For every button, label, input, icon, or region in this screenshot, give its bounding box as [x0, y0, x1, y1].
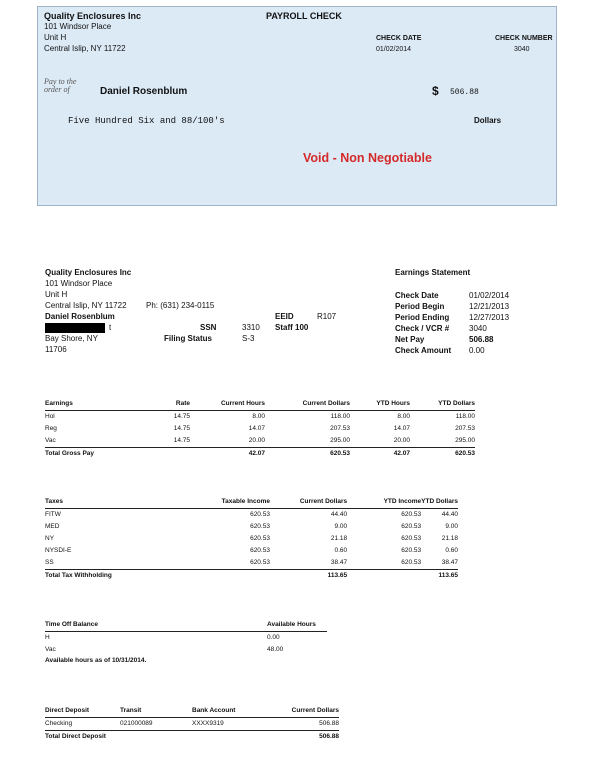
summary-value: 3040	[469, 324, 487, 333]
column-header: Current Dollars	[265, 398, 350, 411]
column-header: Earnings	[45, 398, 140, 411]
stub-address-line: 101 Windsor Place	[45, 279, 113, 288]
total-row	[45, 731, 339, 744]
column-header: YTD Income	[347, 496, 421, 509]
table-cell: 620.53	[250, 535, 270, 542]
column-header: Direct Deposit	[45, 705, 120, 718]
table-cell: 21.18	[330, 535, 348, 542]
table-row	[45, 509, 458, 522]
earnings-statement-title: Earnings Statement	[395, 268, 471, 277]
dollars-label: Dollars	[474, 116, 502, 125]
eeid-value: R107	[317, 312, 337, 321]
table-cell: 620.53	[250, 547, 270, 554]
column-header: Rate	[140, 398, 190, 411]
order-of-label: order of	[44, 85, 70, 94]
table-cell	[120, 731, 192, 744]
table-cell: Total Tax Withholding	[45, 570, 188, 583]
table-cell: 8.00	[252, 413, 265, 420]
table-cell: Total Gross Pay	[45, 448, 140, 461]
summary-value: 12/21/2013	[469, 302, 510, 311]
table-cell: 506.88	[282, 731, 339, 744]
column-header: Current Dollars	[270, 496, 347, 509]
table-cell: 295.00	[330, 437, 350, 444]
header-row	[45, 398, 475, 411]
table-cell: Vac	[45, 437, 56, 444]
table-row	[45, 423, 475, 435]
stub-address-line: Central Islip, NY 11722	[45, 301, 127, 310]
table-cell	[188, 570, 270, 583]
stub-phone: Ph: (631) 234-0115	[146, 301, 215, 310]
payee-name: Daniel Rosenblum	[100, 86, 188, 97]
table-cell: 620.53	[265, 448, 350, 461]
table-row	[45, 644, 327, 656]
column-header: Available Hours	[267, 619, 327, 632]
table-cell: 44.40	[330, 511, 348, 518]
table-cell: 113.65	[421, 570, 458, 583]
table-cell: 20.00	[393, 437, 410, 444]
staff-label: Staff 100	[275, 323, 309, 332]
table-cell: 38.47	[330, 559, 348, 566]
table-cell: 48.00	[267, 646, 284, 653]
check-address-line: Unit H	[44, 33, 67, 42]
table-cell: 44.40	[441, 511, 458, 518]
table-cell: 0.00	[267, 634, 280, 641]
employee-city: Bay Shore, NY	[45, 334, 98, 343]
table-cell: H	[45, 634, 50, 641]
check-number-label: CHECK NUMBER	[495, 35, 553, 42]
pay-to-label: Pay to the	[44, 77, 77, 86]
table-row	[45, 533, 458, 545]
table-cell: FITW	[45, 511, 61, 518]
column-header: Current Hours	[190, 398, 265, 411]
time-off-table	[45, 619, 327, 656]
table-cell: 0.60	[445, 547, 458, 554]
dollar-sign: $	[432, 84, 439, 98]
table-cell: 620.53	[250, 559, 270, 566]
stub-address-line: Unit H	[45, 290, 68, 299]
stub-company-name: Quality Enclosures Inc	[45, 268, 132, 277]
summary-value: 12/27/2013	[469, 313, 510, 322]
table-cell: 14.07	[393, 425, 410, 432]
total-row	[45, 448, 475, 461]
direct-deposit-table	[45, 705, 339, 743]
summary-label: Net Pay	[395, 335, 425, 344]
time-off-note: Available hours as of 10/31/2014.	[45, 657, 147, 664]
summary-value: 506.88	[469, 335, 494, 344]
table-cell: 620.53	[410, 448, 475, 461]
table-cell: Hol	[45, 413, 55, 420]
column-header: YTD Hours	[350, 398, 410, 411]
header-row	[45, 705, 339, 718]
filing-status-value: S-3	[242, 334, 255, 343]
table-cell: 620.53	[250, 523, 270, 530]
table-cell: 9.00	[445, 523, 458, 530]
employee-address-suffix: t	[109, 323, 112, 332]
column-header: Time Off Balance	[45, 619, 267, 632]
summary-label: Period Ending	[395, 313, 450, 322]
table-row	[45, 718, 339, 731]
table-cell	[192, 731, 282, 744]
column-header: Transit	[120, 705, 192, 718]
table-cell: 620.53	[401, 511, 422, 518]
table-cell: 207.53	[455, 425, 475, 432]
employee-zip: 11706	[45, 345, 67, 354]
table-cell: 295.00	[455, 437, 475, 444]
table-cell: 207.53	[330, 425, 350, 432]
ssn-value: 3310	[242, 323, 260, 332]
table-cell: Checking	[45, 720, 73, 727]
table-cell: MED	[45, 523, 60, 530]
table-cell: 20.00	[248, 437, 265, 444]
summary-label: Check Date	[395, 291, 439, 300]
table-cell: 620.53	[401, 523, 422, 530]
payroll-check	[37, 6, 557, 206]
table-cell: 118.00	[330, 413, 350, 420]
header-row	[45, 496, 458, 509]
table-cell: Vac	[45, 646, 56, 653]
table-cell: 620.53	[401, 535, 422, 542]
column-header: Bank Account	[192, 705, 282, 718]
employee-name: Daniel Rosenblum	[45, 312, 115, 321]
summary-value: 0.00	[469, 346, 485, 355]
summary-label: Check / VCR #	[395, 324, 450, 333]
check-address-line: Central Islip, NY 11722	[44, 44, 126, 53]
table-cell	[347, 570, 421, 583]
header-row	[45, 619, 327, 632]
check-amount: 506.88	[450, 88, 479, 97]
check-address-line: 101 Windsor Place	[44, 22, 112, 31]
table-cell: 113.65	[270, 570, 347, 583]
table-cell: 506.88	[319, 720, 339, 727]
void-stamp: Void - Non Negotiable	[303, 151, 432, 165]
table-cell: 42.07	[190, 448, 265, 461]
table-cell: 38.47	[441, 559, 458, 566]
table-cell: 9.00	[334, 523, 348, 530]
table-cell: 620.53	[250, 511, 270, 518]
earnings-table	[45, 398, 475, 460]
table-cell: 14.07	[248, 425, 265, 432]
table-row	[45, 632, 327, 645]
filing-status-label: Filing Status	[164, 334, 212, 343]
table-row	[45, 411, 475, 424]
check-company-name: Quality Enclosures Inc	[44, 11, 142, 21]
table-cell: 620.53	[401, 559, 422, 566]
table-cell: NYSDI-E	[45, 547, 72, 554]
table-row	[45, 557, 458, 570]
ssn-label: SSN	[200, 323, 217, 332]
table-cell: 42.07	[350, 448, 410, 461]
table-cell: 620.53	[401, 547, 422, 554]
table-cell: 21.18	[441, 535, 458, 542]
summary-label: Period Begin	[395, 302, 445, 311]
table-cell: NY	[45, 535, 55, 542]
table-cell: Total Direct Deposit	[45, 731, 120, 744]
redaction-bar	[45, 323, 105, 333]
table-cell: Reg	[45, 425, 57, 432]
table-cell: 0.60	[334, 547, 348, 554]
check-title: PAYROLL CHECK	[266, 11, 342, 21]
table-cell: 14.75	[173, 413, 190, 420]
summary-label: Check Amount	[395, 346, 452, 355]
column-header: Taxable Income	[188, 496, 270, 509]
table-row	[45, 545, 458, 557]
total-row	[45, 570, 458, 583]
table-cell: 021000089	[120, 720, 153, 727]
check-date-label: CHECK DATE	[376, 35, 422, 42]
column-header: YTD Dollars	[410, 398, 475, 411]
check-date-value: 01/02/2014	[376, 46, 412, 53]
column-header: Current Dollars	[282, 705, 339, 718]
eeid-label: EEID	[275, 312, 294, 321]
amount-in-words: Five Hundred Six and 88/100's	[68, 116, 225, 126]
column-header: Taxes	[45, 496, 188, 509]
table-row	[45, 521, 458, 533]
check-number-value: 3040	[514, 46, 530, 53]
table-row	[45, 435, 475, 448]
table-cell: 14.75	[173, 437, 190, 444]
table-cell: SS	[45, 559, 54, 566]
table-cell: XXXX9319	[192, 720, 224, 727]
column-header: YTD Dollars	[421, 496, 458, 509]
table-cell: 8.00	[397, 413, 410, 420]
summary-value: 01/02/2014	[469, 291, 510, 300]
table-cell: 14.75	[173, 425, 190, 432]
table-cell	[140, 448, 190, 461]
taxes-table	[45, 496, 458, 582]
table-cell: 118.00	[455, 413, 475, 420]
